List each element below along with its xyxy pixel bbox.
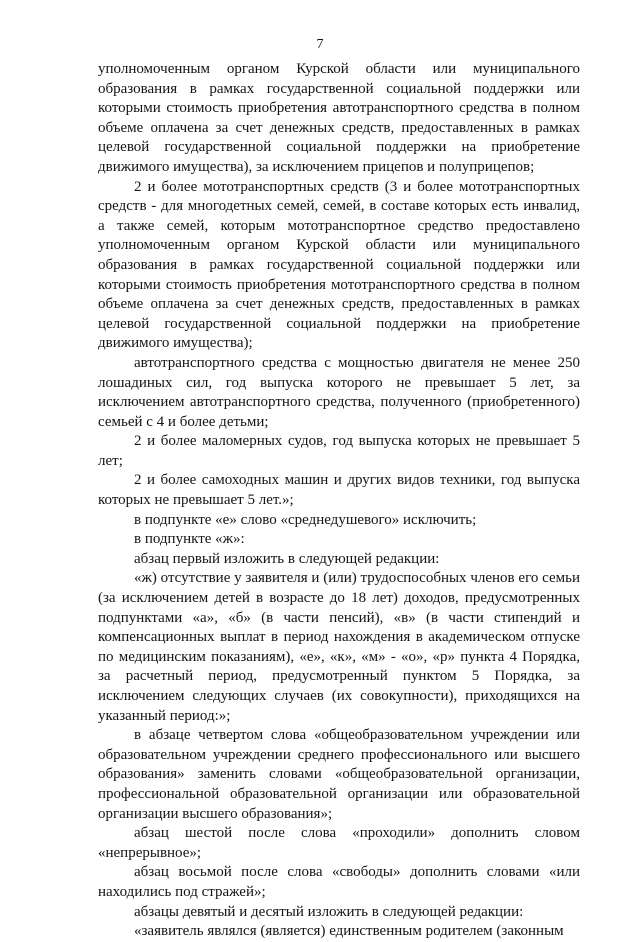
paragraph: автотранспортного средства с мощностью двигателя не менее 250 лошадиных сил, год выпуска которого не превышает 5 лет, за исключением автотранспортного средства, полученного (приобретенного) семьей с 4 и более детьми; <box>98 354 580 430</box>
paragraph: в абзаце четвертом слова «общеобразовательном учреждении или образовательном учреждении среднего профессионального или высшего образования» заменить словами «общеобразовательной организации, профессиональной образовательной организации или образовательной организации высшего образования»; <box>98 727 580 822</box>
paragraph: 2 и более мототранспортных средств (3 и более мототранспортных средств - для многодетных семей, семей, в составе которых есть инвалид, а также семей, которым мототранспортное средство предоставлено уполномоченным органом Курской области или муниципального образования в рамках государственной социальной поддержки или которыми стоимость приобретения мототранспортного средства в полном объеме оплачена за счет денежных средств, предоставленных в рамках целевой государственной социальной поддержки на приобретение движимого имущества); <box>98 178 580 352</box>
paragraph: в подпункте «е» слово «среднедушевого» исключить; <box>134 511 477 528</box>
paragraph: «заявитель являлся (является) единственным родителем (законным <box>134 923 564 940</box>
paragraph: в подпункте «ж»: <box>134 531 245 548</box>
paragraph: 2 и более маломерных судов, год выпуска которых не превышает 5 лет; <box>98 433 580 469</box>
paragraph: абзац шестой после слова «проходили» дополнить словом «непрерывное»; <box>98 825 580 861</box>
page-number: 7 <box>316 37 324 52</box>
paragraph: абзацы девятый и десятый изложить в следующей редакции: <box>134 903 524 920</box>
document-body <box>98 60 580 942</box>
paragraph: «ж) отсутствие у заявителя и (или) трудоспособных членов его семьи (за исключением детей в возрасте до 18 лет) доходов, предусмотренных подпунктами «а», «б» (в части пенсий), «в» (в части стипендий и компенсационных выплат в период нахождения в академическом отпуске по медицинским показаниям), «е», «к», «м» - «о», «р» пункта 4 Порядка, за расчетный период, предусмотренный пунктом 5 Порядка, за исключением следующих случаев (их совокупности), приходящихся на указанный период:»; <box>98 570 580 724</box>
paragraph: абзац первый изложить в следующей редакции: <box>134 550 440 567</box>
paragraph: уполномоченным органом Курской области или муниципального образования в рамках государственной социальной поддержки или которыми стоимость приобретения автотранспортного средства в полном объеме оплачена за счет денежных средств, предоставленных в рамках целевой государственной социальной поддержки на приобретение движимого имущества), за исключением прицепов и полуприцепов; <box>98 61 580 175</box>
paragraph: абзац восьмой после слова «свободы» дополнить словами «или находились под стражей»; <box>98 864 580 900</box>
paragraph: 2 и более самоходных машин и других видов техники, год выпуска которых не превышает 5 лет.»; <box>98 472 580 509</box>
